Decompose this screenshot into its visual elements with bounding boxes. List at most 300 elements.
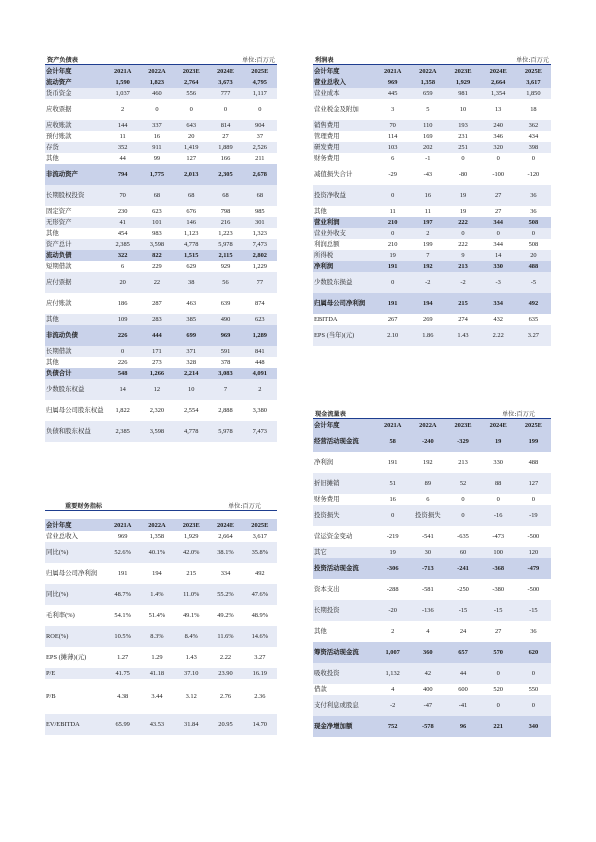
row-value: 231 [458,133,468,140]
table-row [45,400,277,421]
row-value: -713 [410,558,445,579]
row-value: 3,083 [208,368,242,379]
row-value: 194 [152,570,162,577]
row-label: 其他 [46,155,59,162]
row-value: -635 [457,533,469,540]
row-value: 199 [423,241,433,248]
row-value: 629 [186,263,197,270]
row-value: 211 [255,155,265,162]
row-value: 2.76 [219,693,232,700]
table-row [313,120,551,131]
row-value: 550 [528,686,539,693]
row-value: 49.2% [217,612,234,619]
row-value: 699 [174,325,208,346]
row-value: 40.1% [140,542,174,563]
row-value: 448 [255,359,265,366]
row-value: 0 [531,155,535,162]
row-value: 213 [458,459,468,466]
income-statement-panel [313,52,551,346]
row-label: 归属母公司净利润 [46,570,98,577]
row-value: 1,354 [481,88,516,99]
row-value: 0 [106,346,140,357]
row-value: 171 [140,346,174,357]
row-value: 635 [528,316,539,323]
row-value: 520 [493,686,503,693]
column-header-label: 会计年度 [313,65,375,77]
column-header-label: 会计年度 [45,65,106,77]
table-row [313,600,551,621]
row-value: 657 [445,642,480,663]
row-value: 2,305 [208,164,242,185]
row-value: 35.8% [243,542,277,563]
balance-sheet-unit: 单位:百万元 [241,57,275,64]
table-row [45,131,277,142]
row-value: 398 [516,142,551,153]
row-value: 14 [481,250,516,261]
row-value: 337 [140,120,174,131]
table-row [313,88,551,99]
row-value: -19 [516,505,551,526]
table-header-row [45,519,277,531]
row-value: 54.1% [114,612,131,619]
row-value: 221 [481,716,516,737]
row-label: 少数股东权益 [45,379,106,400]
row-label: 借款 [314,686,327,693]
table-row [313,314,551,325]
row-value: 144 [106,120,140,131]
table-header-row [313,419,551,431]
income-statement-unit: 单位:百万元 [515,57,549,64]
column-header-label: 会计年度 [313,419,375,431]
table-row [313,99,551,120]
row-value: -41 [445,695,480,716]
row-label: EBITDA [314,316,338,323]
row-value: 16 [153,133,161,140]
row-value: 20 [516,250,551,261]
row-value: 267 [387,316,398,323]
row-value: 911 [140,142,174,153]
row-label: 营业总收入 [313,77,375,88]
row-value: 3,598 [140,239,174,250]
row-value: 7,473 [243,421,277,442]
row-value: 48.9% [251,612,269,619]
row-value: 44 [119,155,126,162]
column-header-year: 2024E [208,519,242,531]
row-value: 52 [445,473,480,494]
row-value: 346 [493,133,503,140]
row-value: 874 [255,300,265,307]
row-value: 4,091 [243,368,277,379]
row-value: 400 [423,686,433,693]
row-value: 0 [445,505,480,526]
row-value: 371 [174,346,208,357]
row-value: 378 [220,359,231,366]
row-value: 4,778 [174,239,208,250]
table-row [313,250,551,261]
row-label: 归属母公司净利润 [313,293,375,314]
row-value: -329 [445,431,480,452]
row-value: 65.99 [106,714,140,735]
column-header-year: 2024E [481,65,516,77]
row-value: 0 [223,106,228,113]
row-value: 969 [375,77,410,88]
row-label: 其他 [314,208,327,215]
row-value: -5 [516,272,551,293]
table-row [313,185,551,206]
row-value: 591 [208,346,242,357]
row-value: 43.53 [140,714,174,735]
row-label: 其他 [314,628,327,635]
row-value: 0 [481,228,516,239]
table-row [313,217,551,228]
column-header-year: 2022A [140,519,174,531]
row-value: 434 [528,133,539,140]
row-value: 2,320 [149,407,165,414]
row-value: -500 [527,586,540,593]
row-value: 16 [389,496,396,503]
row-value: 985 [255,208,265,215]
row-value: 0 [481,663,516,684]
row-value: 676 [186,208,197,215]
table-header-row [313,65,551,77]
row-label: 支付利息或股息 [313,695,375,716]
row-value: -479 [516,558,551,579]
row-value: 1.43 [445,325,480,346]
row-value: 77 [243,272,277,293]
row-value: 1,419 [174,142,208,153]
row-value: 27 [222,133,229,140]
row-value: 0 [189,106,193,113]
row-value: 11 [389,208,396,215]
row-value: 269 [423,316,433,323]
row-label: 营业总收入 [46,533,78,540]
row-label: 财务费用 [314,496,340,503]
row-value: 0 [375,505,410,526]
row-value: 36 [516,185,551,206]
row-label: 固定资产 [46,208,72,215]
column-header-year: 2022A [140,65,174,77]
row-value: 10 [459,106,467,113]
row-value: 49.1% [182,612,200,619]
row-value: 362 [516,120,551,131]
row-value: 2,526 [243,142,277,153]
table-row [45,250,277,261]
row-value: 109 [106,314,140,325]
row-value: 96 [445,716,480,737]
row-label: 存货 [45,142,106,153]
row-label: EPS (当年)(元) [313,325,375,346]
row-value: 2,678 [243,164,277,185]
row-value: 3.12 [185,693,197,700]
table-row [45,164,277,185]
row-value: 1.4% [140,584,174,605]
row-label: EV/EBITDA [45,714,106,735]
table-row [313,558,551,579]
row-value: 2 [391,628,395,635]
row-value: 490 [208,314,242,325]
row-value: 127 [516,473,551,494]
table-row [45,647,277,668]
row-value: 4,778 [174,421,208,442]
ratios-header [45,498,277,511]
row-label: 应付账款 [46,300,72,307]
row-value: 492 [516,293,551,314]
row-value: 328 [186,359,197,366]
row-value: 222 [458,241,468,248]
column-header-year: 2025E [243,65,277,77]
row-value: 36 [530,208,537,215]
table-row [313,261,551,272]
row-value: 340 [516,716,551,737]
row-value: 620 [516,642,551,663]
row-value: 460 [140,88,174,99]
row-value: 68 [174,185,208,206]
row-value: 70 [375,120,410,131]
row-value: -2 [375,695,410,716]
row-value: 14.6% [243,626,277,647]
table-row [45,542,277,563]
row-value: 42.0% [174,542,208,563]
row-value: 0 [258,106,262,113]
row-value: 330 [493,459,503,466]
row-value: 322 [106,250,140,261]
row-value: 274 [458,316,468,323]
row-value: 2.22 [219,654,232,661]
table-row [45,626,277,647]
row-value: 23.90 [208,668,242,679]
table-row [45,357,277,368]
row-value: 2,764 [174,77,208,88]
row-value: 1,929 [445,77,480,88]
row-value: 38.1% [208,542,242,563]
row-value: 2,115 [208,250,242,261]
row-value: -47 [410,695,445,716]
row-label: 吸收投资 [313,663,375,684]
row-value: -100 [492,171,505,178]
row-value: 0 [375,185,410,206]
income-statement-table [313,65,551,346]
row-value: -1 [425,155,431,162]
row-label: 同比(%) [45,584,106,605]
row-value: 18 [530,106,537,113]
row-value: 283 [140,314,174,325]
row-value: 488 [528,459,539,466]
row-value: 929 [220,263,231,270]
row-value: 1,117 [243,88,277,99]
row-value: -219 [386,533,399,540]
row-value: 492 [255,570,265,577]
row-value: 2 [243,379,277,400]
row-value: 24 [459,628,467,635]
row-value: 193 [445,120,480,131]
row-label: 减值损失合计 [314,171,353,178]
row-label: 无形资产 [45,217,106,228]
row-value: 2,385 [106,421,140,442]
row-value: -2 [410,272,445,293]
balance-sheet-header [45,52,277,65]
ratios-title: 重要财务指标 [65,503,103,510]
row-value: 798 [220,208,231,215]
balance-sheet-title: 资产负债表 [47,57,78,64]
row-value: 166 [220,155,231,162]
row-value: 1,229 [252,263,268,270]
cashflow-header [313,406,551,419]
row-value: 2,013 [174,164,208,185]
table-row [313,272,551,293]
row-value: -136 [410,600,445,621]
row-value: 0 [496,496,500,503]
table-row [45,206,277,217]
ratios-table [45,519,277,735]
row-value: 101 [140,217,174,228]
row-value: -578 [410,716,445,737]
row-value: 301 [243,217,277,228]
row-value: 226 [106,325,140,346]
row-value: 194 [410,293,445,314]
cashflow-table [313,419,551,737]
row-value: 27 [481,185,516,206]
row-value: 1,775 [140,164,174,185]
row-value: 0 [516,663,551,684]
row-value: 4 [391,686,395,693]
column-header-year: 2023E [174,519,208,531]
row-value: 969 [208,325,242,346]
table-row [313,642,551,663]
row-value: 19 [481,431,516,452]
row-value: 1,037 [106,88,140,99]
row-value: 27 [494,628,502,635]
row-value: 89 [410,473,445,494]
row-value: 1,889 [208,142,242,153]
row-value: 570 [481,642,516,663]
row-value: 11.6% [208,626,242,647]
row-label: 投资损失 [313,505,375,526]
row-value: 19 [459,208,467,215]
row-value: -368 [481,558,516,579]
row-value: 11.0% [174,584,208,605]
row-label: 长期股权投资 [45,185,106,206]
row-label: 投资净收益 [313,185,375,206]
table-row [45,714,277,735]
row-label: 长期投资 [313,600,375,621]
row-label: 营业利润 [313,217,375,228]
row-value: 14.70 [243,714,277,735]
row-value: 110 [410,120,445,131]
table-row [313,131,551,142]
row-value: 6 [121,263,125,270]
row-value: 14 [106,379,140,400]
row-value: 55.2% [208,584,242,605]
row-value: 344 [493,241,503,248]
row-value: 11 [119,133,126,140]
row-value: 1.29 [151,654,163,661]
row-value: 11 [424,208,431,215]
row-value: 1,358 [410,77,445,88]
row-value: 623 [152,208,162,215]
row-value: 0 [481,695,516,716]
row-label: 同比(%) [45,542,106,563]
row-value: 385 [174,314,208,325]
row-value: 38 [174,272,208,293]
column-header-year: 2023E [174,65,208,77]
row-value: 58 [375,431,410,452]
row-value: 51 [375,473,410,494]
row-value: 186 [117,300,128,307]
row-value: 192 [423,459,433,466]
row-value: 2.36 [254,693,266,700]
row-value: 0 [155,106,159,113]
row-value: -581 [421,586,434,593]
table-row [45,185,277,206]
row-value: 229 [152,263,162,270]
table-row [313,153,551,164]
row-label: 短期借款 [46,263,72,270]
table-row [313,684,551,695]
row-value: 1,223 [218,230,233,237]
row-value: 508 [516,217,551,228]
table-row [313,164,551,185]
row-label: 筹资活动现金流 [313,642,375,663]
row-value: 27 [494,208,502,215]
row-value: 0 [445,228,480,239]
table-row [45,228,277,239]
row-label: 非流动负债 [45,325,106,346]
table-row [45,293,277,314]
row-value: 68 [243,185,277,206]
row-label: 净利润 [313,261,375,272]
row-label: 资本支出 [314,586,340,593]
row-value: -240 [410,431,445,452]
row-label: 营业外收支 [313,228,375,239]
row-label: 毛利率(%) [46,612,75,619]
row-label: 其它 [313,547,375,558]
table-row [45,421,277,442]
table-row [313,579,551,600]
row-value: -241 [445,558,480,579]
row-value: 230 [117,208,128,215]
row-value: -288 [386,586,399,593]
row-value: 120 [516,547,551,558]
table-row [313,452,551,473]
table-row [45,314,277,325]
row-label: 应收账款 [45,120,106,131]
row-value: 146 [174,217,208,228]
table-row [45,99,277,120]
table-row [313,695,551,716]
row-value: 47.6% [243,584,277,605]
row-value: 7 [208,379,242,400]
row-label: 长期借款 [45,346,106,357]
table-row [313,621,551,642]
row-value: 822 [140,250,174,261]
row-value: 12 [140,379,174,400]
row-value: -120 [527,171,540,178]
row-value: 114 [387,133,398,140]
row-value: 643 [174,120,208,131]
table-row [45,272,277,293]
table-row [313,206,551,217]
row-value: 31.84 [174,714,208,735]
row-value: 639 [220,300,231,307]
row-value: 88 [481,473,516,494]
row-value: 41.18 [140,668,174,679]
row-value: -43 [423,171,433,178]
row-value: 548 [106,368,140,379]
table-row [45,239,277,250]
row-value: -2 [445,272,480,293]
row-value: 2,802 [243,250,277,261]
row-label: 营运资金变动 [314,533,353,540]
